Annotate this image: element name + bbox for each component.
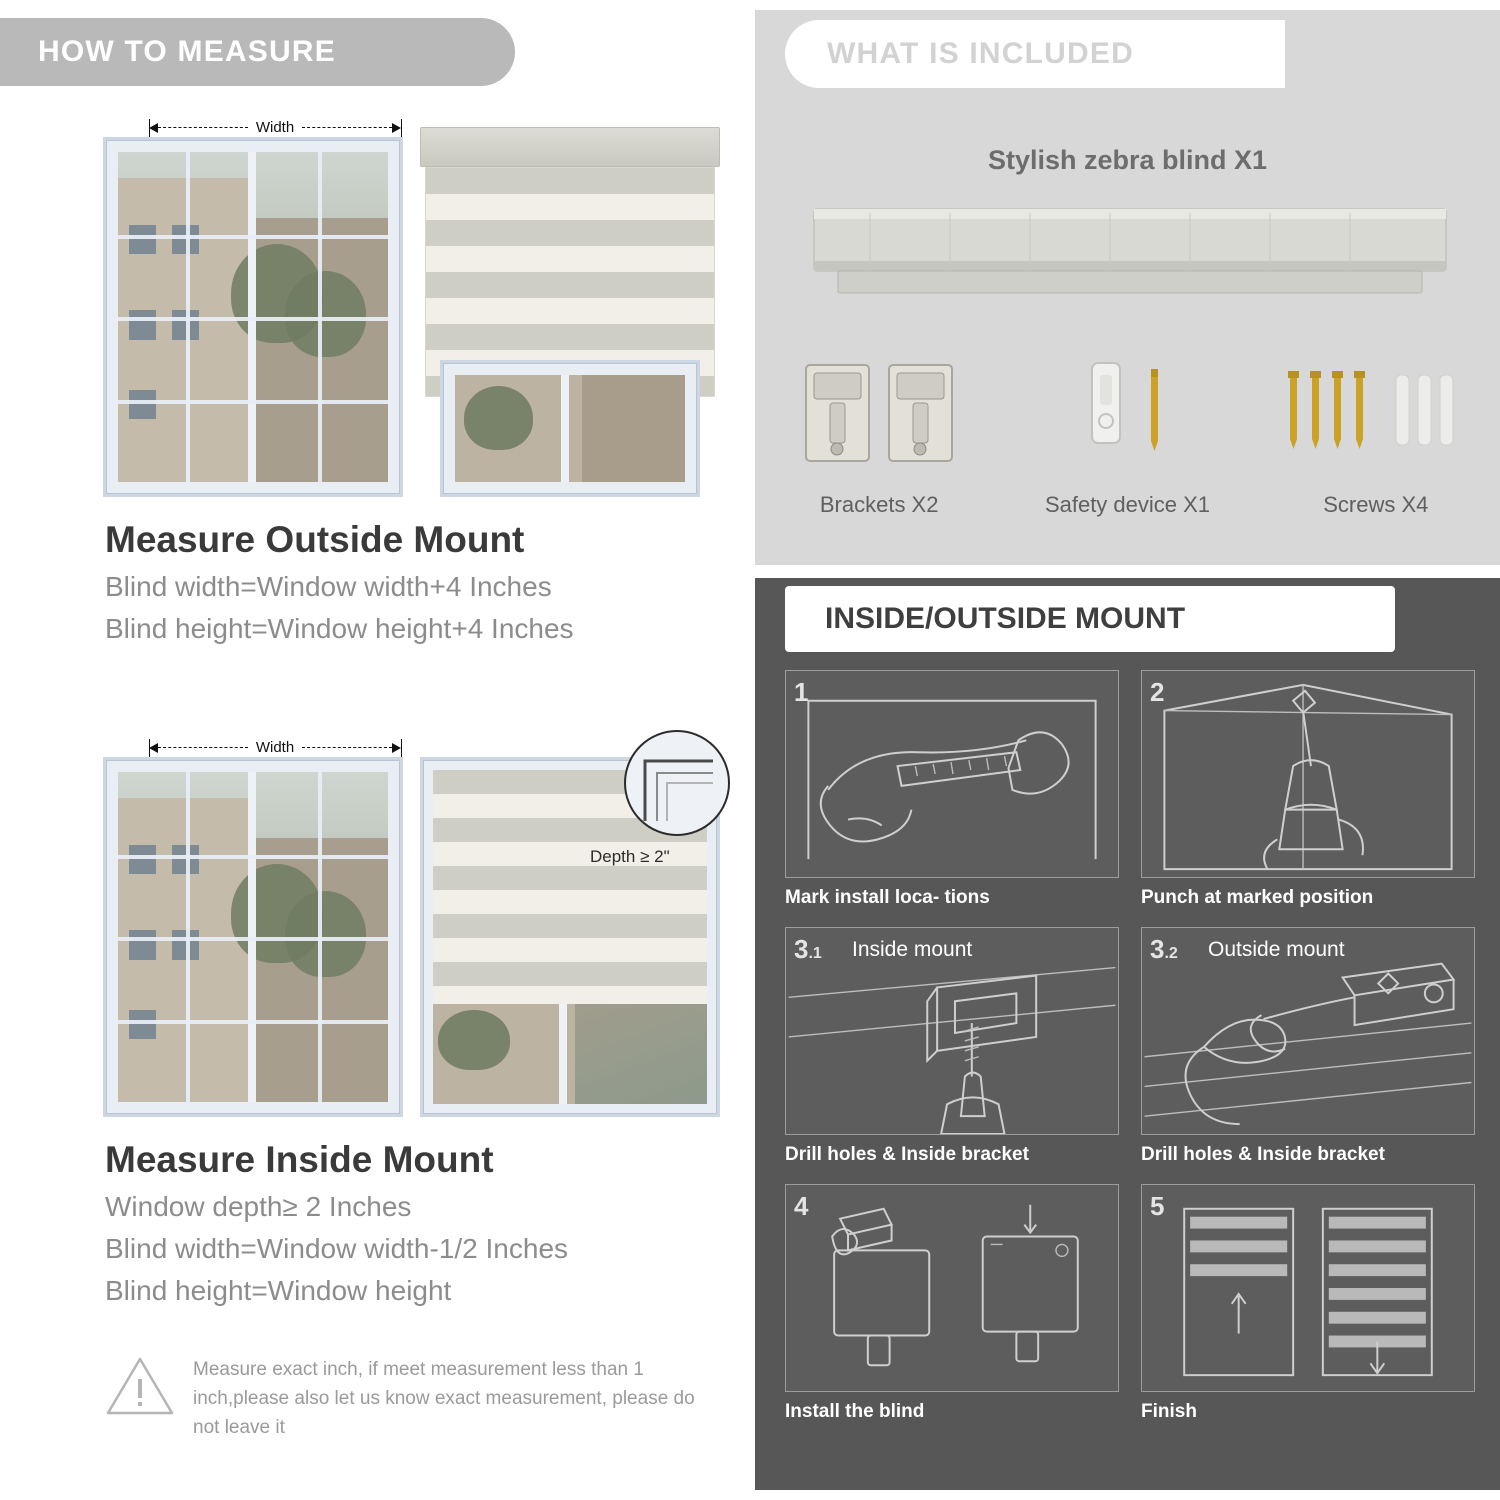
part-safety-device [1003,355,1251,518]
grid-bar [118,317,388,321]
measurement-note-text: Measure exact inch, if meet measurement less than 1 inch,please also let us know exact measurement, please do not leave it [193,1359,695,1438]
tick [401,739,402,759]
part-label: Safety device X1 [1044,492,1211,517]
step-caption: Drill holes & Inside bracket [1141,1144,1385,1165]
inside-mount-line-2: Blind width=Window width-1/2 Inches [105,1233,569,1264]
step-illustration [1141,1184,1475,1392]
dimension-line [158,747,248,748]
window-illustration [103,137,403,497]
step-caption: Install the blind [785,1401,925,1422]
building [582,375,686,482]
arrow-left-icon [149,743,158,753]
inside-width-dimension [149,739,401,756]
outside-mount-heading: Measure Outside Mount [105,519,525,560]
what-is-included-badge: WHAT IS INCLUDED [785,20,1285,88]
drill-sketch-icon [1142,671,1474,877]
screws-icon [1252,355,1500,470]
step-caption: Finish [1141,1401,1197,1422]
mullion [559,1004,567,1104]
outside-width-dimension [149,119,401,136]
inside-outside-mount-panel [755,578,1500,1490]
included-parts-row [755,355,1500,518]
outside-mount-block [0,105,745,645]
window-pane-detail [129,845,156,875]
warning-icon [105,1355,175,1417]
depth-callout-icon [605,725,745,855]
outside-mount-line-2: Blind height=Window height+4 Inches [105,613,574,644]
how-to-measure-column [0,0,745,1500]
measurement-note [105,1355,705,1442]
measure-tape-sketch-icon [786,671,1118,877]
window-pane-detail [129,930,156,960]
step-inline-title: Outside mount [1208,938,1345,961]
mullion [561,375,569,482]
tree [285,891,366,977]
step-number: 3.2 [1150,934,1178,964]
step-caption: Mark install loca- tions [785,887,990,908]
part-label: Brackets X2 [819,492,939,517]
window-pane-detail [129,310,156,340]
step-caption: Drill holes & Inside bracket [785,1144,1029,1165]
safety-device-icon [1003,355,1251,470]
part-brackets [755,355,1003,518]
grid-bar [118,1020,388,1024]
window-illustration [103,757,403,1117]
step-number: 4 [794,1191,809,1221]
step-2 [1141,670,1475,909]
zebra-blind-product-image [810,205,1450,305]
grid-bar [118,937,388,941]
arrow-right-icon [392,123,401,133]
window-glass [433,1004,707,1104]
tree [285,271,366,357]
step-4 [785,1184,1119,1423]
outside-mount-line-1: Blind width=Window width+4 Inches [105,571,552,602]
outside-mount-diagram [45,105,745,505]
included-product-title: Stylish zebra blind X1 [987,145,1268,175]
window-glass [118,152,388,482]
step-illustration [1141,670,1475,878]
step-illustration [785,670,1119,878]
installation-steps [785,670,1475,1423]
depth-label: Depth ≥ 2" [590,847,670,866]
tree [464,386,533,450]
step-5 [1141,1184,1475,1423]
tree [438,1010,509,1070]
step-number: 3.1 [794,934,822,964]
blind-headrail [420,127,720,167]
width-label: Width [248,119,302,136]
window-glass [455,375,685,482]
step-illustration [785,927,1119,1135]
window-glass [118,772,388,1102]
grid-bar [118,400,388,404]
window-pane-detail [129,1010,156,1040]
step-illustration [785,1184,1119,1392]
step-illustration [1141,927,1475,1135]
dimension-line [302,127,392,128]
part-screws [1252,355,1500,518]
tick [149,119,150,139]
inside-mount-line-3: Blind height=Window height [105,1275,452,1306]
window-illustration [440,360,700,497]
dimension-line [302,747,392,748]
inside-mount-line-1: Window depth≥ 2 Inches [105,1191,412,1222]
step-caption: Punch at marked position [1141,887,1374,908]
what-is-included-panel [755,10,1500,565]
arrow-left-icon [149,123,158,133]
install-blind-sketch-icon [786,1185,1118,1391]
finished-blinds-sketch-icon [1142,1185,1474,1391]
step-inline-title: Inside mount [852,938,973,961]
step-1 [785,670,1119,909]
grid-bar [118,235,388,239]
inside-mount-diagram [45,725,745,1125]
part-label: Screws X4 [1323,492,1429,517]
window-pane-detail [129,390,156,420]
inside-outside-mount-badge: INSIDE/OUTSIDE MOUNT [785,586,1395,652]
step-3-2 [1141,927,1475,1166]
window-pane-detail [129,225,156,255]
step-number: 5 [1150,1191,1165,1221]
bracket-icon [755,355,1003,470]
step-number: 1 [794,677,809,707]
inside-mount-heading: Measure Inside Mount [105,1139,494,1180]
tick [401,119,402,139]
arrow-right-icon [392,743,401,753]
width-label: Width [248,739,302,756]
how-to-measure-badge: HOW TO MEASURE [0,18,515,86]
tick [149,739,150,759]
step-number: 2 [1150,677,1165,707]
step-3-1 [785,927,1119,1166]
grid-bar [118,855,388,859]
right-column [745,0,1500,1500]
dimension-line [158,127,248,128]
inside-mount-block [0,725,745,1307]
